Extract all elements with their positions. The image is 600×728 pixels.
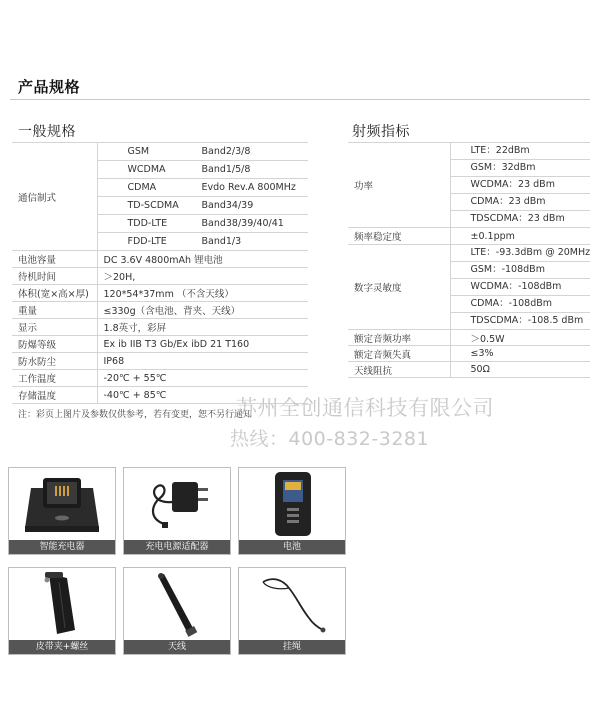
spec-label: 电池容量 (12, 251, 97, 268)
charger-icon (9, 468, 115, 540)
spec-label: 工作温度 (12, 370, 97, 387)
accessory-caption: 挂绳 (239, 640, 345, 654)
accessory-card-battery (238, 467, 346, 555)
band-row (98, 215, 309, 233)
sensitivity-value: TDSCDMA：-108.5 dBm (470, 315, 584, 326)
belt-clip-icon (9, 568, 115, 640)
accessory-caption: 充电电源适配器 (124, 540, 230, 554)
band-value: Band34/39 (201, 200, 254, 211)
accessory-card-belt-clip (8, 567, 116, 655)
band-system: TD-SCDMA (127, 200, 179, 211)
spec-value: ＞0.5W (450, 330, 590, 346)
title-divider (10, 99, 590, 100)
spec-value: 1.8英寸，彩屏 (97, 319, 308, 336)
watermark-hotline: 热线：400-832-3281 (230, 428, 430, 450)
spec-label: 显示 (12, 319, 97, 336)
accessory-caption: 天线 (124, 640, 230, 654)
general-spec-title: 一般规格 (18, 124, 76, 140)
spec-label: 天线阻抗 (348, 362, 450, 378)
battery-icon (239, 468, 345, 540)
accessory-caption: 电池 (239, 540, 345, 554)
band-system: GSM (127, 146, 150, 157)
band-row (98, 197, 309, 215)
spec-label: 重量 (12, 302, 97, 319)
sensitivity-value: CDMA：-108dBm (451, 296, 591, 313)
accessory-card-antenna (123, 567, 231, 655)
band-row (98, 233, 309, 250)
accessory-caption: 智能充电器 (9, 540, 115, 554)
comm-standard-label: 通信制式 (12, 143, 97, 251)
band-value: Band2/3/8 (201, 146, 251, 157)
band-system: CDMA (127, 182, 157, 193)
spec-value: ≤3% (450, 346, 590, 362)
band-system: WCDMA (127, 164, 166, 175)
spec-value: -40℃ + 85℃ (97, 387, 308, 404)
spec-value: Ex ib IIB T3 Gb/Ex ibD 21 T160 (97, 336, 308, 353)
freq-stability-label: 频率稳定度 (348, 228, 450, 245)
power-value: WCDMA：23 dBm (451, 177, 591, 194)
band-row (98, 161, 309, 179)
spec-value: DC 3.6V 4800mAh 锂电池 (97, 251, 308, 268)
power-list (450, 143, 590, 228)
spec-label: 防水防尘 (12, 353, 97, 370)
band-value: Band38/39/40/41 (201, 218, 284, 229)
power-adapter-icon (124, 468, 230, 540)
watermark-company: 苏州全创通信科技有限公司 (236, 396, 494, 420)
band-value: Band1/5/8 (201, 164, 251, 175)
power-value: LTE：22dBm (451, 143, 591, 160)
sensitivity-list (450, 245, 590, 330)
sensitivity-value: GSM：-108dBm (451, 262, 591, 279)
accessory-card-adapter (123, 467, 231, 555)
power-value: CDMA：23 dBm (451, 194, 591, 211)
page-title: 产品规格 (18, 78, 81, 96)
band-value: Band1/3 (201, 236, 242, 247)
spec-value: 50Ω (450, 362, 590, 378)
band-value: Evdo Rev.A 800MHz (201, 182, 296, 193)
power-value: TDSCDMA：23 dBm (470, 213, 565, 224)
antenna-icon (124, 568, 230, 640)
sensitivity-value: LTE：-93.3dBm @ 20MHz (451, 245, 591, 262)
band-row (98, 143, 309, 161)
general-spec-table (12, 142, 308, 404)
accessory-card-lanyard (238, 567, 346, 655)
spec-value: ≤330g（含电池、背夹、天线） (97, 302, 308, 319)
rf-spec-title: 射频指标 (352, 124, 410, 140)
freq-stability-value: ±0.1ppm (450, 228, 590, 245)
spec-label: 体积(宽×高×厚) (12, 285, 97, 302)
spec-value: -20℃ + 55℃ (97, 370, 308, 387)
spec-label: 额定音频失真 (348, 346, 450, 362)
spec-label: 存储温度 (12, 387, 97, 404)
spec-value: 120*54*37mm （不含天线） (97, 285, 308, 302)
spec-label: 防爆等级 (12, 336, 97, 353)
band-system: TDD-LTE (127, 218, 168, 229)
band-system: FDD-LTE (127, 236, 167, 247)
spec-value: IP68 (97, 353, 308, 370)
sensitivity-label: 数字灵敏度 (348, 245, 450, 330)
lanyard-icon (239, 568, 345, 640)
band-row (98, 179, 309, 197)
power-label: 功率 (348, 143, 450, 228)
sensitivity-value: WCDMA：-108dBm (451, 279, 591, 296)
spec-value: ＞20H, (97, 268, 308, 285)
power-value: GSM：32dBm (451, 160, 591, 177)
accessory-card-charger (8, 467, 116, 555)
spec-label: 待机时间 (12, 268, 97, 285)
comm-standard-list (97, 143, 308, 251)
spec-label: 额定音频功率 (348, 330, 450, 346)
disclaimer-note: 注：彩页上图片及参数仅供参考，若有变更，恕不另行通知 (18, 410, 253, 420)
accessory-caption: 皮带夹+螺丝 (9, 640, 115, 654)
rf-spec-table (348, 142, 590, 378)
